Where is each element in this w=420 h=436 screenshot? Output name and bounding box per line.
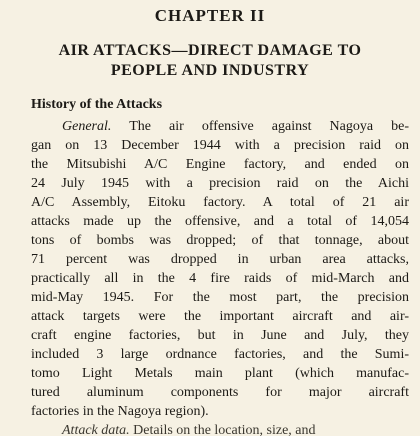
next-paragraph-lead-in: Attack data. — [62, 423, 130, 436]
paragraph-line: 71 percent was dropped in urban area attacks, — [31, 252, 409, 267]
paragraph-line: attacks made up the offensive, and a total of 14,054 — [31, 214, 409, 229]
paragraph-line: mid-May 1945. For the most part, the precision — [31, 290, 409, 305]
paragraph-line: tured aluminum components for major aircraft — [31, 385, 409, 400]
paragraph-line: A/C Assembly, Eitoku factory. A total of 21 air — [31, 195, 409, 210]
paragraph-line: tons of bombs was dropped; of that tonnage, about — [31, 233, 409, 248]
paragraph-line: 24 July 1945 with a precision raid on the Aichi — [31, 176, 409, 191]
paragraph-line: included 3 large ordnance factories, and the Sumi- — [31, 347, 409, 362]
paragraph-line: craft engine factories, but in June and July, they — [31, 328, 409, 343]
paragraph-line: the Mitsubishi A/C Engine factory, and ended on — [31, 157, 409, 172]
chapter-title-line-1: AIR ATTACKS—DIRECT DAMAGE TO — [58, 42, 362, 59]
paragraph-line: tomo Light Metals main plant (which manufac- — [31, 366, 409, 381]
paragraph-first-line-text: The air offensive against Nagoya be- — [129, 119, 410, 134]
next-paragraph-text: Details on the location, size, and — [133, 423, 316, 436]
paragraph-first-line — [31, 117, 409, 136]
paragraph-line: practically all in the 4 fire raids of mid-March and — [31, 271, 409, 286]
paragraph-line: gan on 13 December 1944 with a precision raid on — [31, 138, 409, 153]
paragraph-line: attack targets were the important aircraft and air- — [31, 309, 409, 324]
chapter-title-line-2: PEOPLE AND INDUSTRY — [110, 62, 310, 79]
paragraph-lead-in: General. — [62, 119, 112, 134]
body-paragraph — [31, 117, 409, 436]
next-paragraph-partial-line — [31, 421, 409, 436]
section-heading: History of the Attacks — [31, 97, 163, 112]
chapter-heading: CHAPTER II — [154, 6, 266, 25]
paragraph-last-line: factories in the Nagoya region). — [31, 404, 209, 419]
chapter-title — [10, 41, 410, 81]
